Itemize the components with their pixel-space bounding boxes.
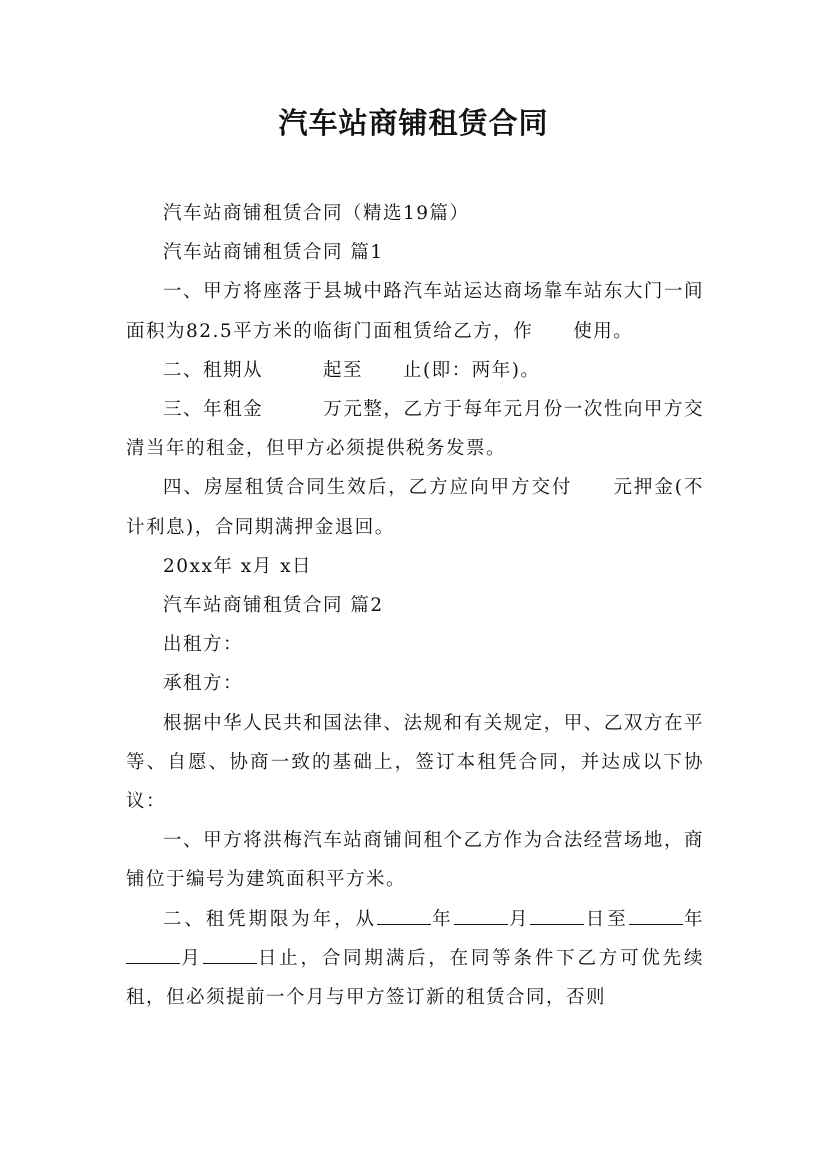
paragraph-lessee: 承租方： <box>163 673 244 695</box>
blank-line <box>530 903 584 924</box>
paragraph-lessor: 出租方： <box>163 634 244 656</box>
text-segment: 日至 <box>584 908 629 930</box>
paragraph-date: 20xx年 x月 x日 <box>163 555 313 577</box>
text-segment: 年 <box>430 908 454 930</box>
document-title: 汽车站商铺租赁合同 <box>278 106 549 140</box>
text-segment: 月 <box>507 908 531 930</box>
document-body <box>126 194 704 1017</box>
paragraph-preamble: 根据中华人民共和国法律、法规和有关规定，甲、乙双方在平等、自愿、协商一致的基础上，签订本租凭合同，并达成以下协议： <box>126 712 704 813</box>
text-segment: 日止，合同期满后，在同等条件下乙方可优先续租，但必须提前一个月与甲方签订新的租赁合同，否则 <box>126 947 704 1009</box>
paragraph-heading-1: 汽车站商铺租赁合同 篇1 <box>163 242 384 264</box>
paragraph-article-1: 一、甲方将洪梅汽车站商铺间租个乙方作为合法经营场地，商铺位于编号为建筑面积平方米。 <box>126 830 704 891</box>
paragraph-heading-2: 汽车站商铺租赁合同 篇2 <box>163 595 384 617</box>
blank-line <box>629 903 683 924</box>
paragraph-clause-4: 四、房屋租赁合同生效后，乙方应向甲方交付 元押金(不计利息)，合同期满押金退回。 <box>126 477 704 538</box>
text-segment: 二、租凭期限为年，从 <box>163 908 377 930</box>
blank-line <box>126 943 180 964</box>
blank-line <box>454 903 508 924</box>
blank-line <box>377 903 431 924</box>
text-segment: 月 <box>180 947 203 969</box>
text-segment: 年 <box>682 908 704 930</box>
paragraph-clause-2: 二、租期从 起至 止(即：两年)。 <box>163 359 541 381</box>
paragraph-article-2 <box>126 900 704 1018</box>
paragraph-clause-3: 三、年租金 万元整，乙方于每年元月份一次性向甲方交清当年的租金，但甲方必须提供税务发票。 <box>126 399 704 460</box>
blank-line <box>203 943 257 964</box>
paragraph-clause-1: 一、甲方将座落于县城中路汽车站运达商场靠车站东大门一间面积为82.5平方米的临街门面租赁给乙方，作 使用。 <box>126 281 704 342</box>
paragraph-subtitle: 汽车站商铺租赁合同（精选19篇） <box>163 203 470 224</box>
